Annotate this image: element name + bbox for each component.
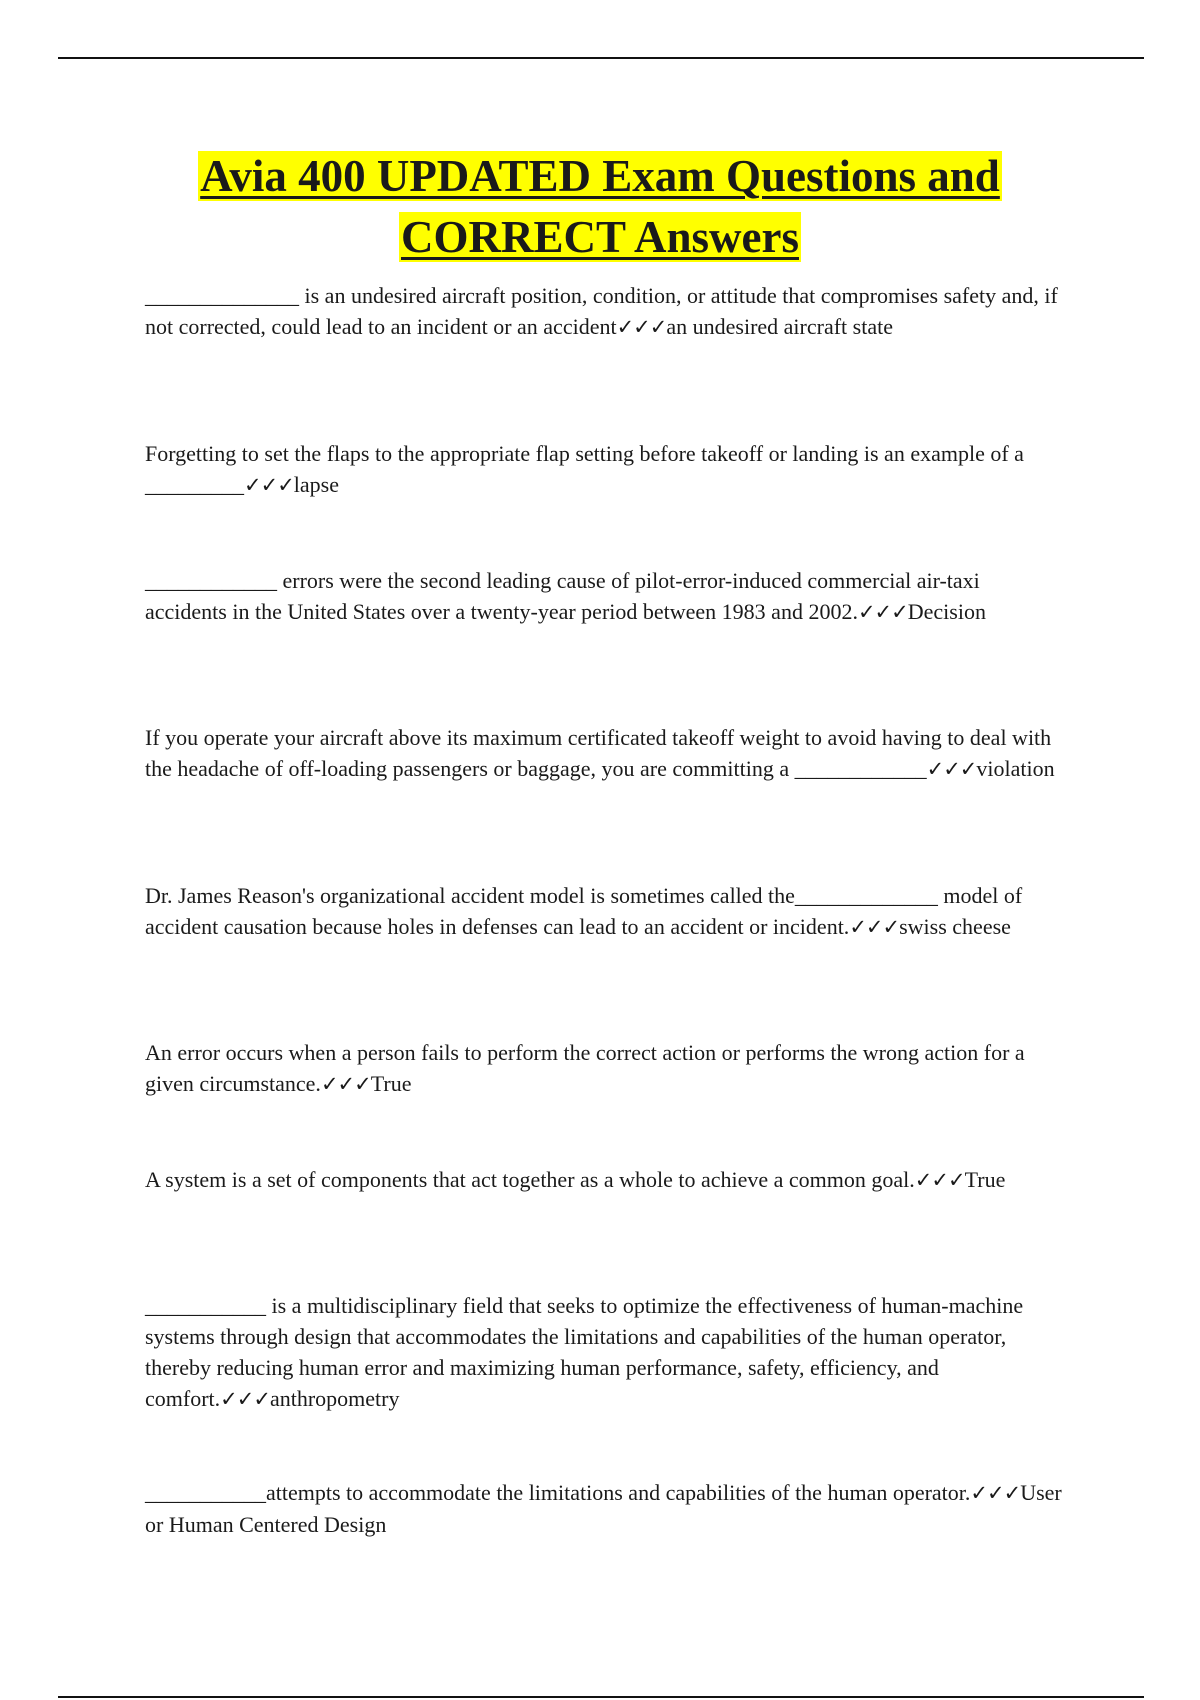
bottom-rule [58, 1696, 1144, 1698]
qa-item-1 [145, 280, 1065, 343]
answer-text: anthropometry [269, 1386, 400, 1411]
question-text: ___________attempts to accommodate the limitations and capabilities of the human operator. [145, 1480, 971, 1505]
question-text: A system is a set of components that act together as a whole to achieve a common goal. [145, 1167, 915, 1192]
check-marks-icon: ✓✓✓ [857, 600, 908, 624]
qa-item-2 [145, 438, 1065, 501]
check-marks-icon: ✓✓✓ [849, 915, 900, 939]
check-marks-icon: ✓✓✓ [320, 1072, 371, 1096]
qa-item-3 [145, 565, 1065, 628]
question-text: If you operate your aircraft above its maximum certificated takeoff weight to avoid having to deal with the headache of off-loading passengers or baggage, you are committing a ____________ [145, 725, 1052, 781]
qa-item-4 [145, 722, 1065, 785]
answer-text: Decision [907, 599, 986, 624]
question-text: An error occurs when a person fails to perform the correct action or performs the wrong action for a given circumstance. [145, 1040, 1025, 1096]
question-text: ______________ is an undesired aircraft position, condition, or attitude that compromises safety and, if not corrected, could lead to an incident or an accident [145, 283, 1058, 339]
title-line-2: CORRECT Answers [401, 212, 799, 262]
answer-text: True [370, 1071, 412, 1096]
check-marks-icon: ✓✓✓ [220, 1387, 270, 1411]
answer-text: an undesired aircraft state [666, 314, 893, 339]
answer-text: swiss cheese [899, 914, 1011, 939]
question-text: Dr. James Reason's organizational accident model is sometimes called the_____________ model of accident causation because holes in defenses can lead to an accident or incident. [145, 883, 1023, 939]
document-title [0, 146, 1200, 268]
qa-item-7 [145, 1164, 1065, 1196]
answer-text: True [964, 1167, 1006, 1192]
qa-item-5 [145, 880, 1065, 943]
answer-text: User or Human Centered Design [145, 1480, 1062, 1537]
check-marks-icon: ✓✓✓ [926, 757, 977, 781]
check-marks-icon: ✓✓✓ [970, 1481, 1021, 1505]
answer-text: violation [976, 756, 1055, 781]
check-marks-icon: ✓✓✓ [914, 1168, 965, 1192]
top-rule [58, 57, 1144, 59]
qa-item-8 [145, 1290, 1065, 1415]
question-text: ____________ errors were the second leading cause of pilot-error-induced commercial air-taxi accidents in the United States over a twenty-year period between 1983 and 2002. [145, 568, 980, 624]
question-text: Forgetting to set the flaps to the appropriate flap setting before takeoff or landing is an example of a _________ [145, 441, 1024, 497]
check-marks-icon: ✓✓✓ [244, 473, 294, 497]
answer-text: lapse [293, 472, 339, 497]
qa-item-9 [145, 1477, 1065, 1540]
title-line-1: Avia 400 UPDATED Exam Questions and [200, 151, 1000, 201]
question-text: ___________ is a multidisciplinary field that seeks to optimize the effectiveness of human-machine systems through design that accommodates the limitations and capabilities of the human operator, thereby reducing human error and maximizing human performance, safety, efficiency, and comfort. [145, 1293, 1024, 1411]
check-marks-icon: ✓✓✓ [616, 315, 667, 339]
qa-item-6 [145, 1037, 1065, 1100]
